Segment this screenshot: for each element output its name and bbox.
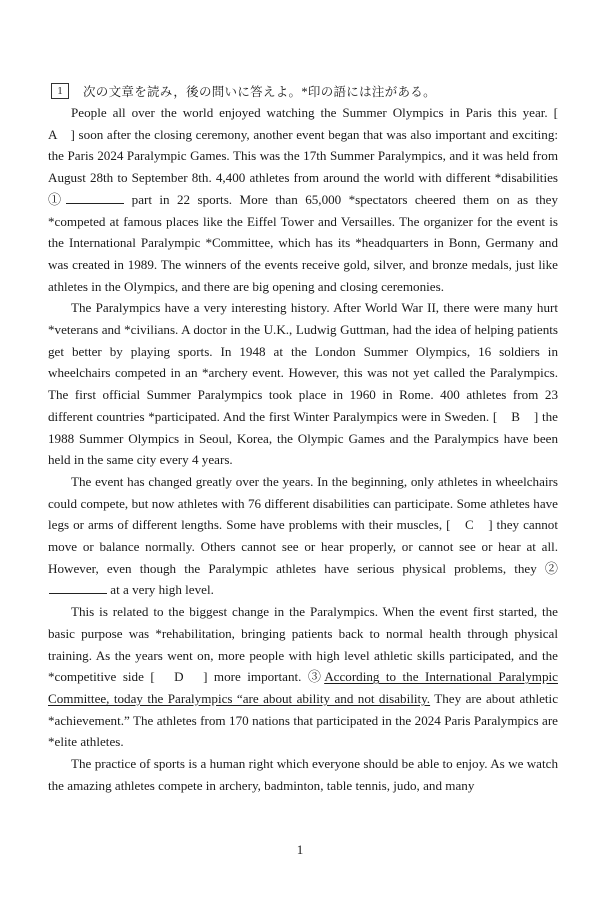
numbered-blank-1: ① — [48, 191, 66, 207]
question-number-box: 1 — [51, 83, 69, 99]
passage-text: People all over the world enjoyed watching the Summer Olympics in Paris this year. — [71, 105, 554, 120]
answer-blank-b: [ B ] — [492, 408, 539, 424]
answer-blank-d: [ D ] — [150, 669, 208, 685]
passage-text: They are about athletic *achievement.” The athletes from 170 nations that participated in the 2024 Paris Paralympics are *elite athletes. — [48, 690, 558, 750]
passage-body — [48, 102, 572, 797]
passage-paragraph — [48, 471, 558, 601]
passage-text: The event has changed greatly over the years. In the beginning, only athletes in wheelchairs could compete, but now athletes with 76 different disabilities can participate. Some athletes have legs or arms of different lengths. Some have problems with their muscles, — [48, 473, 558, 533]
passage-text: the 1988 Summer Olympics in Seoul, Korea, the Olympic Games and the Paralympics have been held in the same city every 4 years. — [48, 408, 558, 468]
passage-paragraph — [48, 102, 572, 297]
passage-text: more important. — [207, 669, 308, 685]
passage-text: part in 22 sports. More than 65,000 *spectators cheered them on as they *competed at famous places like the Eiffel Tower and Versailles. The organizer for the event is the International Paralympic *Committee, which has its *headquarters in Bonn, Germany and was created in 1989. The winners of the events receive gold, silver, and bronze medals, just like athletes in the Olympics, and there are big opening and closing ceremonies. — [48, 191, 558, 294]
blank-underline — [49, 582, 107, 594]
passage-text: The practice of sports is a human right which everyone should be able to enjoy. As we watch the amazing athletes compete in archery, badminton, table tennis, judo, and many — [48, 756, 558, 793]
numbered-blank-2: ② — [544, 560, 558, 576]
passage-text: they cannot move or balance normally. Others cannot see or hear properly, or cannot see or hear at all. However, even though the Paralympic athletes have serious physical problems, they — [48, 517, 558, 576]
instruction-text: 次の文章を読み，後の問いに答えよ。*印の語には注がある。 — [83, 85, 436, 99]
passage-text: The Paralympics have a very interesting history. After World War II, there were many hurt *veterans and *civilians. A doctor in the U.K., Ludwig Guttman, had the idea of helping patients get better by playing sports. In 1948 at the London Summer Olympics, 16 soldiers in wheelchairs competed in an *archery event. However, this was not yet called the Paralympics. The first official Summer Paralympics took place in 1960 in Rome. 400 athletes from 23 different countries *participated. And the first Winter Paralympics were in Sweden. — [48, 300, 558, 424]
passage-paragraph — [48, 753, 558, 796]
answer-blank-c: [ C ] — [446, 517, 493, 533]
passage-paragraph — [48, 297, 558, 471]
passage-paragraph — [48, 601, 558, 753]
answer-blank-a: [ A ] — [48, 105, 572, 142]
passage-text: at a very high level. — [107, 582, 214, 598]
blank-underline — [66, 192, 124, 204]
page-number: 1 — [296, 842, 304, 857]
question-header — [48, 80, 558, 102]
document-page — [48, 80, 572, 797]
underlined-passage: According to the International Paralympic Committee, today the Paralympics “are about ability and not disability. — [48, 669, 558, 706]
question-marker: ③ — [307, 669, 325, 685]
passage-text: This is related to the biggest change in the Paralympics. When the event first started, the basic purpose was *rehabilitation, bringing patients back to normal health through physical training. As the years went on, more people with high level athletic skills participated, and the *competitive side — [48, 604, 558, 685]
passage-text: soon after the closing ceremony, another event began that was also important and exciting: the Paris 2024 Paralympic Games. This was the 17th Summer Paralympics, and it was held from August 28th to September 8th. 4,400 athletes from around the world with different *disabilities — [48, 126, 559, 186]
